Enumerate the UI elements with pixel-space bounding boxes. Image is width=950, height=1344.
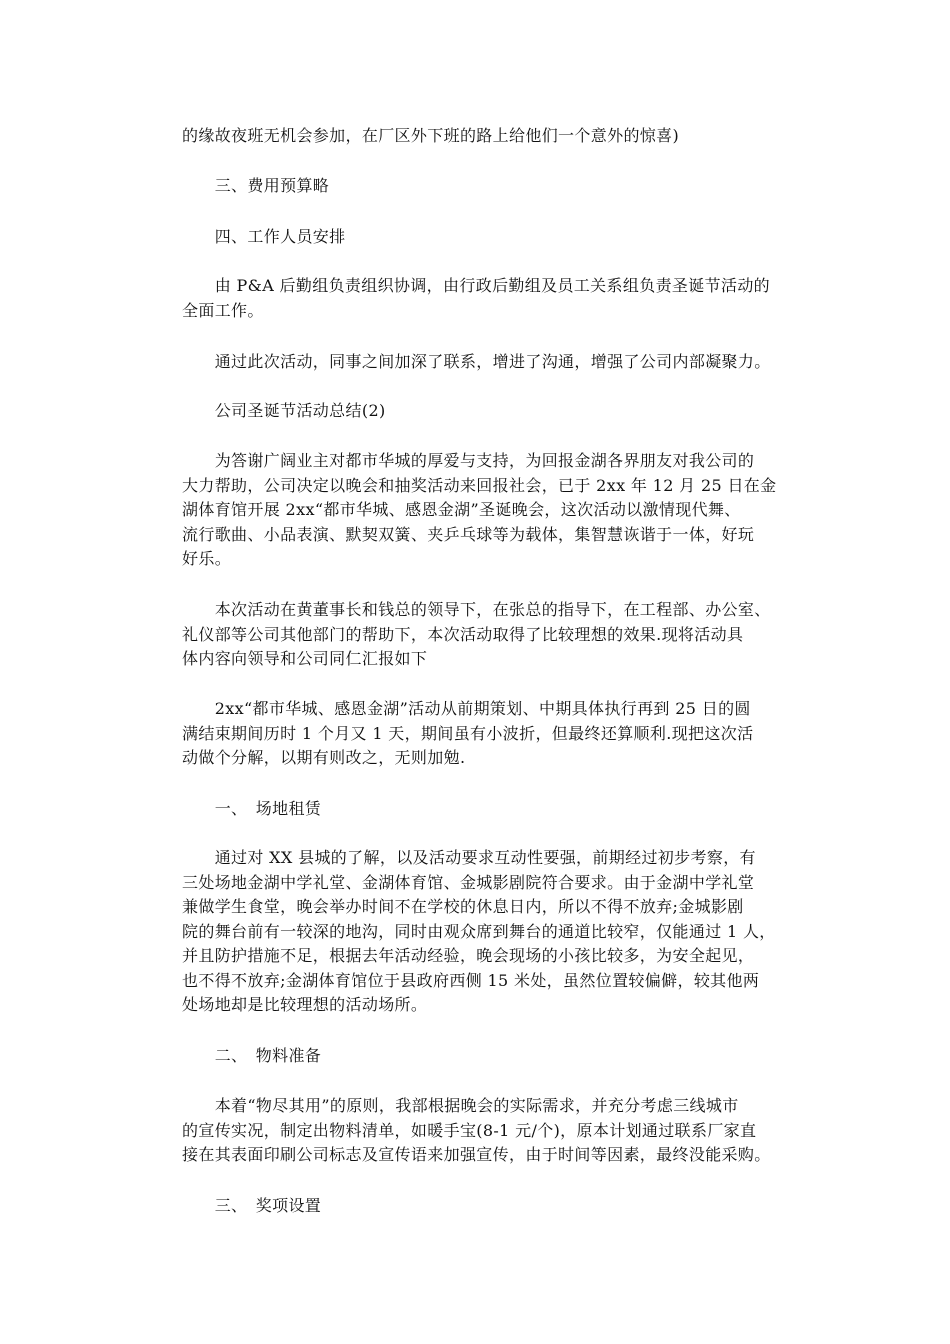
text-line: 本次活动在黄董事长和钱总的领导下，在张总的指导下，在工程部、办公室、	[182, 600, 771, 619]
text-line: 处场地却是比较理想的活动场所。	[182, 995, 428, 1014]
text-line: 本着“物尽其用”的原则，我部根据晚会的实际需求，并充分考虑三线城市	[182, 1096, 739, 1115]
text-line: 三处场地金湖中学礼堂、金湖体育馆、金城影剧院符合要求。由于金湖中学礼堂	[182, 872, 755, 892]
text-line: 好乐。	[182, 549, 232, 568]
section-heading-staff	[182, 225, 782, 250]
text-line: 也不得不放弃;金湖体育馆位于县政府西侧 15 米处，虽然位置较偏僻，较其他两	[182, 970, 760, 990]
section-heading-materials	[182, 1044, 782, 1069]
text-line: 的缘故夜班无机会参加，在厂区外下班的路上给他们一个意外的惊喜)	[182, 126, 680, 145]
text-line: 2xx“都市华城、感恩金湖”活动从前期策划、中期具体执行再到 25 日的圆	[182, 699, 751, 718]
section-heading-awards	[182, 1194, 782, 1219]
text-line: 湖体育馆开展 2xx“都市华城、感恩金湖”圣诞晚会，这次活动以激情现代舞、	[182, 500, 741, 519]
text-line: 全面工作。	[182, 300, 264, 320]
text-line: 一、 场地租赁	[182, 799, 322, 818]
paragraph-intro	[182, 449, 782, 572]
text-line: 二、 物料准备	[182, 1046, 322, 1065]
text-line: 为答谢广阔业主对都市华城的厚爱与支持，为回报金湖各界朋友对我公司的	[182, 451, 755, 470]
text-line: 院的舞台前有一较深的地沟，同时由观众席到舞台的通道比较窄，仅能通过 1 人，	[182, 921, 776, 941]
text-line: 满结束期间历时 1 个月又 1 天，期间虽有小波折，但最终还算顺利.现把这次活	[182, 723, 754, 743]
text-line: 兼做学生食堂，晚会举办时间不在学校的休息日内，所以不得不放弃;金城影剧	[182, 897, 744, 916]
text-line: 接在其表面印刷公司标志及宣传语来加强宣传，由于时间等因素，最终没能采购。	[182, 1145, 771, 1164]
text-line: 由 P&A 后勤组负责组织协调，由行政后勤组及员工关系组负责圣诞节活动的	[182, 276, 771, 295]
paragraph-activity-result	[182, 350, 782, 375]
text-line: 流行歌曲、小品表演、默契双簧、夹乒乓球等为载体，集智慧诙谐于一体，好玩	[182, 524, 755, 544]
text-line: 四、工作人员安排	[182, 227, 346, 246]
text-line: 通过对 XX 县城的了解，以及活动要求互动性要强，前期经过初步考察，有	[182, 848, 756, 867]
text-line: 通过此次活动，同事之间加深了联系，增进了沟通，增强了公司内部凝聚力。	[182, 352, 771, 371]
text-line: 公司圣诞节活动总结(2)	[182, 401, 386, 420]
text-line: 并且防护措施不足，根据去年活动经验，晚会现场的小孩比较多，为安全起见，	[182, 946, 755, 965]
text-line: 动做个分解，以期有则改之，无则加勉.	[182, 748, 466, 767]
paragraph-venue	[182, 846, 782, 1018]
paragraph-materials	[182, 1094, 782, 1168]
section-heading-budget	[182, 174, 782, 199]
text-line: 礼仪部等公司其他部门的帮助下，本次活动取得了比较理想的效果.现将活动具	[182, 624, 744, 644]
paragraph-overview	[182, 697, 782, 771]
text-line: 三、 奖项设置	[182, 1196, 322, 1215]
paragraph-continuation	[182, 124, 782, 149]
text-line: 大力帮助，公司决定以晚会和抽奖活动来回报社会，已于 2xx 年 12 月 25 日在金	[182, 475, 777, 495]
paragraph-staff-arrangement	[182, 274, 782, 323]
text-line: 三、费用预算略	[182, 176, 330, 195]
section-heading-venue	[182, 797, 782, 822]
text-line: 体内容向领导和公司同仁汇报如下	[182, 649, 428, 668]
text-line: 的宣传实况，制定出物料清单，如暖手宝(8-1 元/个)，原本计划通过联系厂家直	[182, 1120, 757, 1140]
document-subtitle	[182, 399, 782, 424]
paragraph-leadership	[182, 598, 782, 672]
